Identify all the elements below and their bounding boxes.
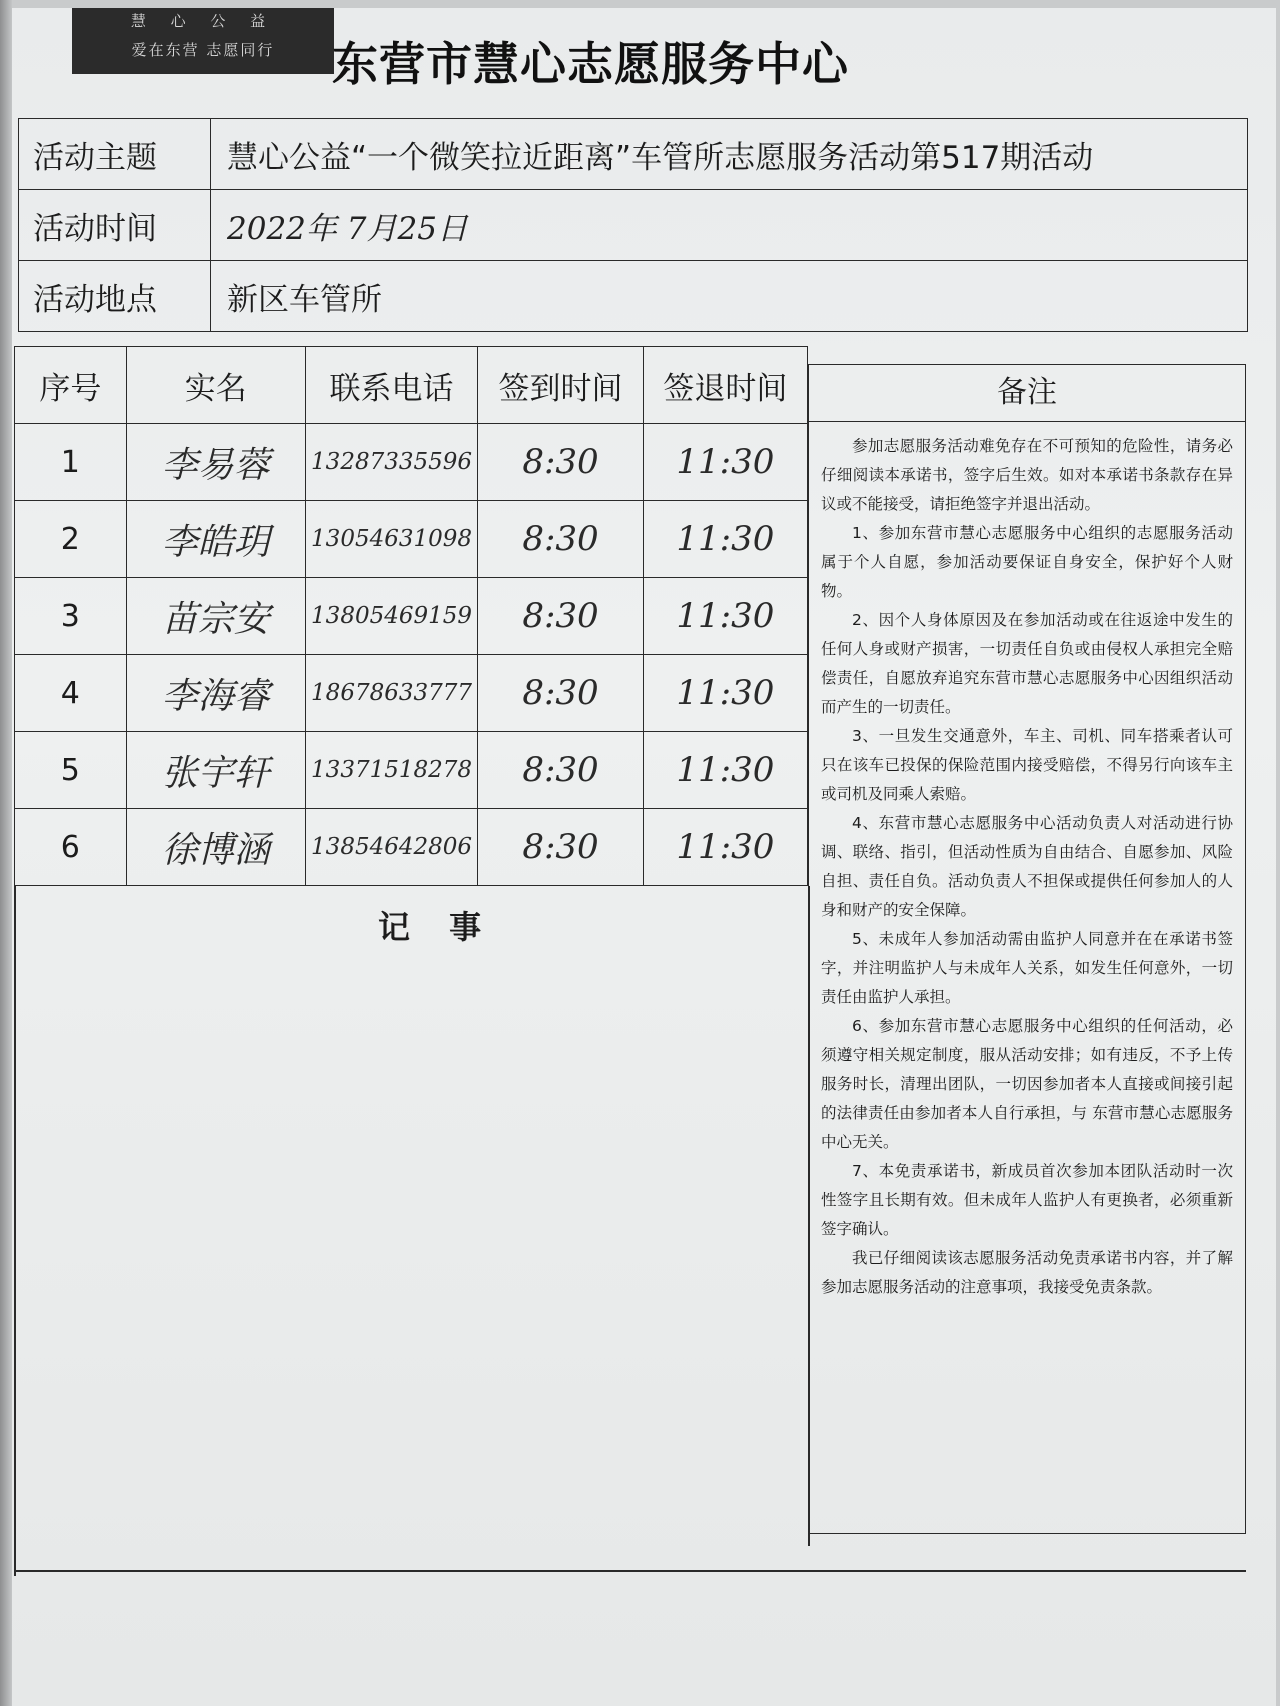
column-header-signin: 签到时间 — [478, 347, 643, 424]
notes-panel — [808, 364, 1246, 1534]
logo-line-2: 爱在东营 志愿同行 — [131, 41, 275, 59]
row-signin: 8:30 — [478, 578, 643, 655]
logo-line-1: 慧 心 公 益 — [130, 12, 276, 30]
row-number: 2 — [15, 501, 127, 578]
row-phone: 18678633777 — [305, 655, 478, 732]
column-header-no: 序号 — [15, 347, 127, 424]
row-name: 李易蓉 — [126, 424, 305, 501]
row-signout: 11:30 — [643, 732, 807, 809]
row-phone: 13805469159 — [305, 578, 478, 655]
info-label: 活动地点 — [19, 261, 211, 332]
info-label: 活动主题 — [19, 119, 211, 190]
notes-area-left-border — [14, 886, 16, 1576]
row-phone: 13287335596 — [305, 424, 478, 501]
disclaimer-paragraph: 2、因个人身体原因及在参加活动或在往返途中发生的任何人身或财产损害，一切责任自负或由侵权人承担完全赔偿责任，自愿放弃追究东营市慧心志愿服务中心因组织活动而产生的一切责任。 — [821, 611, 1233, 716]
table-row — [15, 655, 808, 732]
table-row — [15, 501, 808, 578]
table-row — [15, 424, 808, 501]
disclaimer-paragraph: 4、东营市慧心志愿服务中心活动负责人对活动进行协调、联络、指引，但活动性质为自由结合、自愿参加、风险自担、责任自负。活动负责人不担保或提供任何参加人的人身和财产的安全保障。 — [821, 814, 1233, 919]
disclaimer-text — [809, 422, 1245, 1302]
disclaimer-paragraph: 我已仔细阅读该志愿服务活动免责承诺书内容，并了解参加志愿服务活动的注意事项，我接受免责条款。 — [821, 1249, 1233, 1296]
column-header-signout: 签退时间 — [643, 347, 807, 424]
column-header-name: 实名 — [126, 347, 305, 424]
notes-title: 备注 — [809, 365, 1245, 422]
row-signout: 11:30 — [643, 424, 807, 501]
disclaimer-paragraph: 6、参加东营市慧心志愿服务中心组织的任何活动，必须遵守相关规定制度，服从活动安排；如有违反，不予上传服务时长，清理出团队，一切因参加者本人直接或间接引起的法律责任由参加者本人自行承担，与 东营市慧心志愿服务中心无关。 — [821, 1017, 1233, 1151]
row-name: 张宇轩 — [126, 732, 305, 809]
row-name: 李海睿 — [126, 655, 305, 732]
record-section-title: 记 事 — [378, 908, 496, 946]
row-name: 李皓玥 — [126, 501, 305, 578]
row-number: 5 — [15, 732, 127, 809]
row-number: 3 — [15, 578, 127, 655]
row-signin: 8:30 — [478, 655, 643, 732]
row-signin: 8:30 — [478, 732, 643, 809]
row-number: 4 — [15, 655, 127, 732]
row-phone: 13854642806 — [305, 809, 478, 886]
volunteer-roster-table — [14, 346, 808, 886]
info-value-topic: 慧心公益“一个微笑拉近距离”车管所志愿服务活动第517期活动 — [211, 119, 1248, 190]
row-number: 6 — [15, 809, 127, 886]
row-signin: 8:30 — [478, 809, 643, 886]
info-label: 活动时间 — [19, 190, 211, 261]
form-bottom-border — [14, 1570, 1246, 1572]
row-signout: 11:30 — [643, 501, 807, 578]
organization-logo — [72, 8, 334, 74]
info-row-location — [19, 261, 1248, 332]
row-signout: 11:30 — [643, 655, 807, 732]
disclaimer-paragraph: 1、参加东营市慧心志愿服务中心组织的志愿服务活动属于个人自愿，参加活动要保证自身安全，保护好个人财物。 — [821, 524, 1233, 600]
info-value-time: 2022年 7月25日 — [211, 190, 1248, 261]
row-number: 1 — [15, 424, 127, 501]
disclaimer-paragraph: 7、本免责承诺书，新成员首次参加本团队活动时一次性签字且长期有效。但未成年人监护人有更换者，必须重新签字确认。 — [821, 1162, 1233, 1238]
row-signout: 11:30 — [643, 809, 807, 886]
table-row — [15, 732, 808, 809]
disclaimer-paragraph: 3、一旦发生交通意外，车主、司机、同车搭乘者认可只在该车已投保的保险范围内接受赔偿，不得另行向该车主或司机及同乘人索赔。 — [821, 727, 1233, 803]
row-signout: 11:30 — [643, 578, 807, 655]
row-name: 徐博涵 — [126, 809, 305, 886]
row-phone: 13054631098 — [305, 501, 478, 578]
disclaimer-paragraph: 参加志愿服务活动难免存在不可预知的危险性，请务必仔细阅读本承诺书，签字后生效。如对本承诺书条款存在异议或不能接受，请拒绝签字并退出活动。 — [821, 437, 1233, 513]
row-signin: 8:30 — [478, 501, 643, 578]
activity-info-table — [18, 118, 1248, 332]
info-value-location: 新区车管所 — [211, 261, 1248, 332]
table-row — [15, 578, 808, 655]
page-edge-shadow — [0, 0, 12, 1706]
page-title: 东营市慧心志愿服务中心 — [332, 37, 849, 91]
info-row-time — [19, 190, 1248, 261]
column-header-phone: 联系电话 — [305, 347, 478, 424]
disclaimer-paragraph: 5、未成年人参加活动需由监护人同意并在在承诺书签字，并注明监护人与未成年人关系，如发生任何意外，一切责任由监护人承担。 — [821, 930, 1233, 1006]
info-row-topic — [19, 119, 1248, 190]
table-row — [15, 809, 808, 886]
row-signin: 8:30 — [478, 424, 643, 501]
row-name: 苗宗安 — [126, 578, 305, 655]
roster-header-row — [15, 347, 808, 424]
row-phone: 13371518278 — [305, 732, 478, 809]
notes-area-divider — [808, 886, 810, 1546]
